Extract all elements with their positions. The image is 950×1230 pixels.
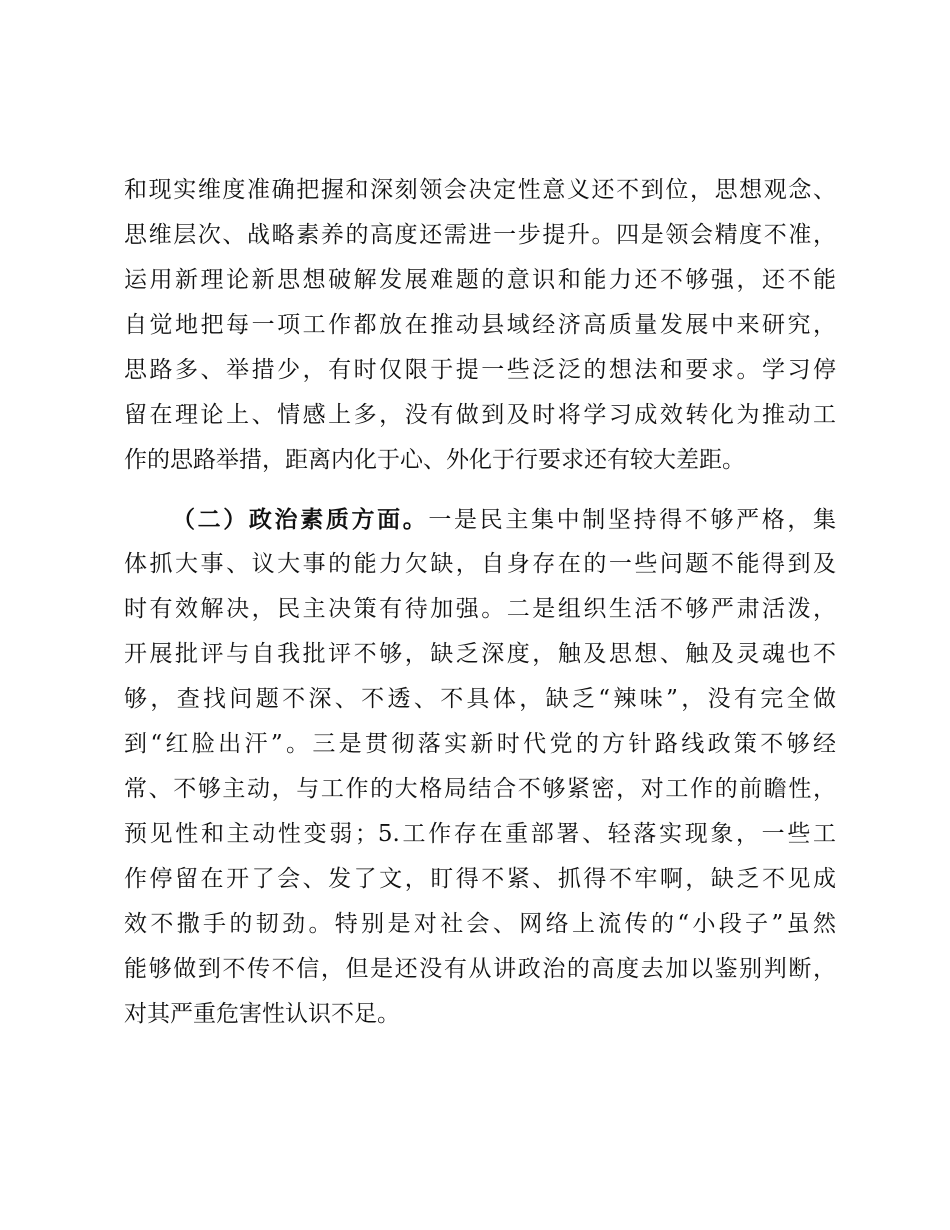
text-line: 体抓大事、议大事的能力欠缺，自身存在的一些问题不能得到及 [124,551,836,577]
text-line: 时有效解决，民主决策有待加强。二是组织生活不够严肃活泼， [124,596,836,622]
section-heading: （二）政治素质方面。 [172,506,429,533]
text-line-first [124,497,836,542]
text-line: 效不撒手的韧劲。特别是对社会、网络上流传的“小段子”虽然 [124,911,836,937]
text-line: 思维层次、战略素养的高度还需进一步提升。四是领会精度不准， [124,222,836,248]
paragraph-1 [124,168,836,483]
text-line: 够，查找问题不深、不透、不具体，缺乏“辣味”，没有完全做 [124,686,836,712]
text-line: 自觉地把每一项工作都放在推动县域经济高质量发展中来研究， [124,312,836,338]
text-line: 到“红脸出汗”。三是贯彻落实新时代党的方针路线政策不够经 [124,731,836,757]
text-line: 预见性和主动性变弱；5.工作存在重部署、轻落实现象，一些工 [124,821,836,847]
text-line: 对其严重危害性认识不足。 [124,1001,400,1027]
text-line-rest: 一是民主集中制坚持得不够严格，集 [428,507,836,533]
text-line: 和现实维度准确把握和深刻领会决定性意义还不到位，思想观念、 [124,177,836,203]
text-line: 开展批评与自我批评不够，缺乏深度，触及思想、触及灵魂也不 [124,641,836,667]
text-line: 能够做到不传不信，但是还没有从讲政治的高度去加以鉴别判断， [124,956,836,982]
text-line: 运用新理论新思想破解发展难题的意识和能力还不够强，还不能 [124,267,836,293]
text-line: 常、不够主动，与工作的大格局结合不够紧密，对工作的前瞻性， [124,776,836,802]
text-line: 作的思路举措，距离内化于心、外化于行要求还有较大差距。 [124,447,745,473]
paragraph-2 [124,497,836,1037]
text-line: 作停留在开了会、发了文，盯得不紧、抓得不牢啊，缺乏不见成 [124,866,836,892]
text-line: 思路多、举措少，有时仅限于提一些泛泛的想法和要求。学习停 [124,357,836,383]
text-line: 留在理论上、情感上多，没有做到及时将学习成效转化为推动工 [124,402,836,428]
